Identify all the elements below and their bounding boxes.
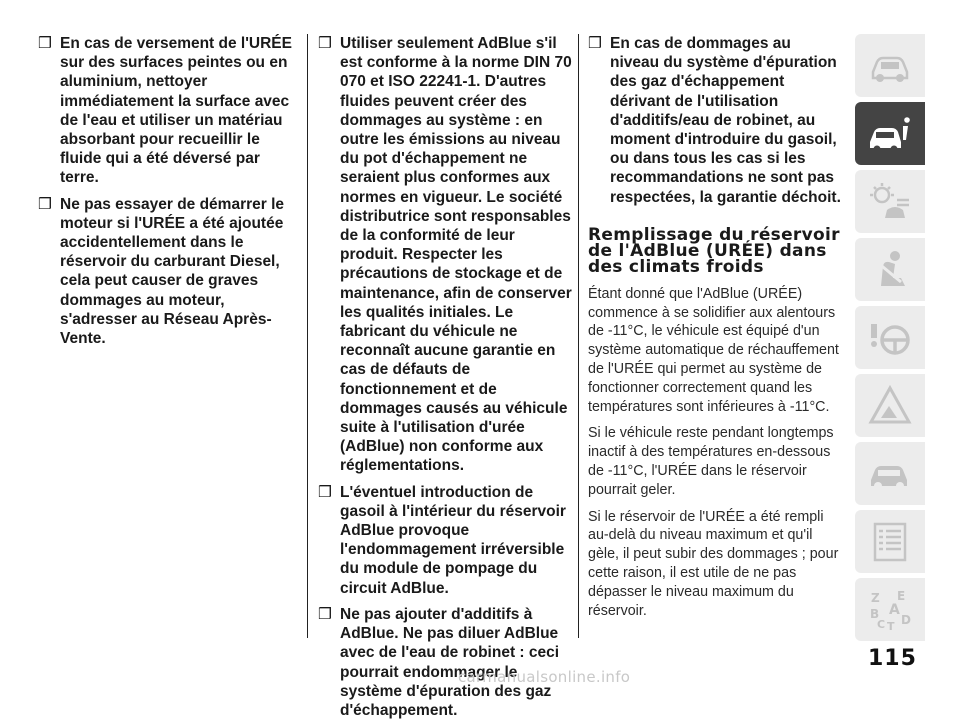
- technical-data-icon: [867, 520, 913, 564]
- column-divider: [307, 34, 308, 638]
- warning-bullet: ❒ Ne pas ajouter d'additifs à AdBlue. Ne pas diluer AdBlue avec de l'eau de robinet : ceci pourrait endommager le système d'épuration des gaz d'échappement.: [318, 605, 560, 719]
- column-2: [318, 34, 573, 727]
- warning-bullet: ❒ L'éventuel introduction de gasoil à l'intérieur du réservoir AdBlue provoque l'endommagement irréversible du module de pompage du circuit AdBlue.: [318, 483, 566, 597]
- tab-car-service[interactable]: [855, 442, 925, 505]
- tab-emergency[interactable]: [855, 374, 925, 437]
- watermark: carmanualsonline.info: [458, 668, 631, 686]
- column-divider: [578, 34, 579, 638]
- tab-car-info[interactable]: [855, 102, 925, 165]
- car-service-icon: [867, 452, 913, 496]
- chapter-tab-sidebar: [855, 34, 925, 646]
- column-1: [38, 34, 300, 355]
- checkbox-bullet-icon: ❒: [318, 483, 332, 501]
- warning-bullet: ❒ Ne pas essayer de démarrer le moteur si l'URÉE a été ajoutée accidentellement dans le réservoir du carburant Diesel, cela peut causer de graves dommages au moteur, s'adresser au Réseau Après-Vente.: [38, 195, 285, 348]
- car-dashboard-icon: [867, 44, 913, 88]
- seat-safety-icon: [867, 248, 913, 292]
- column-3: [588, 34, 843, 628]
- driving-steering-wheel-icon: [867, 316, 913, 360]
- checkbox-bullet-icon: ❒: [38, 195, 52, 213]
- warning-road-icon: [867, 384, 913, 428]
- checkbox-bullet-icon: ❒: [588, 35, 602, 52]
- body-paragraph: Si le réservoir de l'URÉE a été rempli au-delà du niveau maximum et qu'il gèle, il peut subir des dommages ; pour cette raison, il est utile de ne pas dépasser le niveau maximum du réservoir.: [588, 508, 839, 619]
- tab-technical-data[interactable]: [855, 510, 925, 573]
- svg-text:C: C: [877, 617, 886, 631]
- tab-lights[interactable]: [855, 170, 925, 233]
- checkbox-bullet-icon: ❒: [318, 605, 332, 623]
- body-paragraph: Étant donné que l'AdBlue (URÉE) commence à se solidifier aux alentours de -11°C, le véhicule est équipé d'un système automatique de réchauffement de l'URÉE qui permet au système de fonctionner correctement quand les températures sont inférieures à -11°C.: [588, 285, 839, 415]
- svg-text:A: A: [889, 601, 900, 618]
- lights-icon: [867, 180, 913, 224]
- svg-text:B: B: [870, 606, 880, 621]
- page-number: 115: [868, 646, 917, 671]
- checkbox-bullet-icon: ❒: [38, 35, 52, 52]
- checkbox-bullet-icon: ❒: [318, 35, 332, 52]
- svg-text:D: D: [901, 612, 911, 627]
- warning-bullet: ❒ En cas de dommages au niveau du système d'épuration des gaz d'échappement dérivant de l'utilisation d'additifs/eau de robinet, au moment d'introduire du gasoil, ou dans tous les cas si les recommandations ne sont pas respectées, la garantie déchoit.: [588, 35, 841, 206]
- body-paragraph: Si le véhicule reste pendant longtemps inactif à des températures en-dessous de -11°C, l'URÉE dans le réservoir pourrait geler.: [588, 425, 834, 498]
- car-info-icon: [867, 112, 913, 156]
- tab-car-dashboard[interactable]: [855, 34, 925, 97]
- svg-text:T: T: [887, 619, 895, 632]
- alphabetical-index-icon: [867, 588, 913, 632]
- svg-text:E: E: [897, 588, 906, 603]
- svg-text:Z: Z: [871, 590, 880, 605]
- warning-bullet: ❒ Utiliser seulement AdBlue s'il est conforme à la norme DIN 70 070 et ISO 22241-1. D'autres fluides peuvent créer des dommages au système : en outre les émissions au niveau du pot d'échappement ne seraient plus conformes aux normes en vigueur. Le société distributrice sont responsables de la conformité de leur produit. Respecter les précautions de stockage et de maintenance, afin de conserver les qualités initiales. Le fabricant du véhicule ne reconnaît aucune garantie en cas de défauts de fonctionnement et de dommages causés au véhicule suite à l'utilisation d'urée (AdBlue) non conforme aux réglementations.: [318, 35, 572, 475]
- tab-seat-safety[interactable]: [855, 238, 925, 301]
- tab-driving[interactable]: [855, 306, 925, 369]
- warning-bullet: ❒ En cas de versement de l'URÉE sur des surfaces peintes ou en aluminium, nettoyer immédiatement la surface avec de l'eau et utiliser un matériau absorbant pour recueillir le fluide qui a été déversé par terre.: [38, 35, 292, 187]
- tab-alphabetical-index[interactable]: [855, 578, 925, 641]
- section-title: Remplissage du réservoir de l'AdBlue (URÉE) dans des climats froids: [588, 224, 840, 277]
